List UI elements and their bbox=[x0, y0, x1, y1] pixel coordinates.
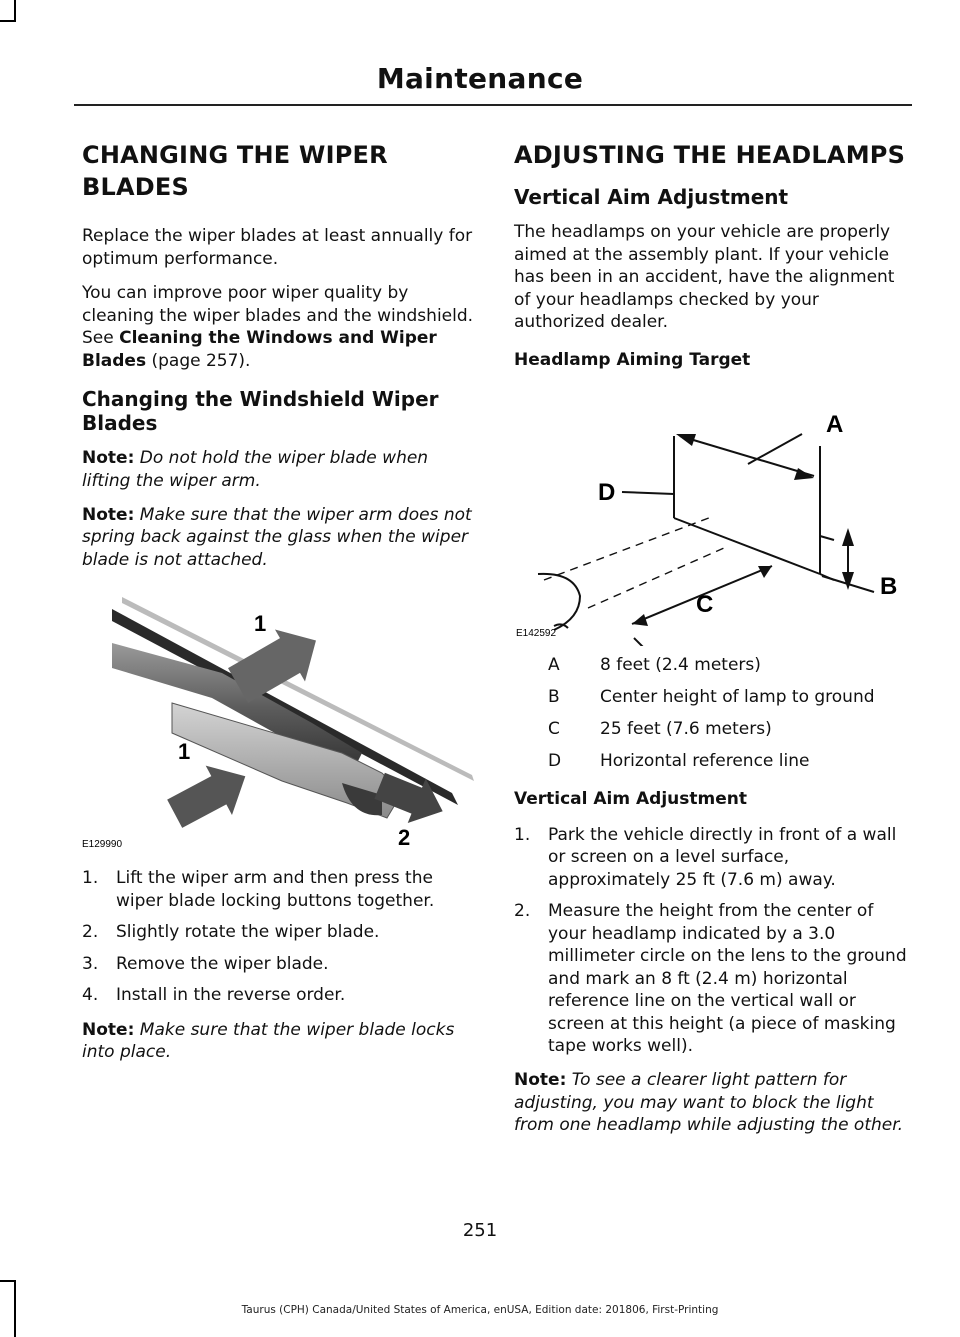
subheading-windshield-wiper: Changing the Windshield Wiper Blades bbox=[82, 386, 439, 435]
note-label: Note: bbox=[82, 448, 135, 469]
legend-value: Center height of lamp to ground bbox=[600, 686, 875, 707]
improve-text: You can improve poor wiper quality by cleaning the wiper blades and the windshield. See bbox=[82, 283, 474, 349]
section-title-headlamps: ADJUSTING THE HEADLAMPS bbox=[514, 141, 906, 169]
note-label: Note: bbox=[82, 1019, 135, 1040]
note-label: Note: bbox=[82, 505, 135, 526]
step-number: 4. bbox=[82, 985, 99, 1006]
footer-text: Taurus (CPH) Canada/United States of America, enUSA, Edition date: 201806, First-Printing bbox=[241, 1304, 719, 1316]
list-item bbox=[82, 953, 478, 975]
step-number: 1. bbox=[514, 825, 531, 846]
list-item bbox=[82, 867, 478, 912]
target-heading: Headlamp Aiming Target bbox=[514, 350, 751, 371]
step-number: 2. bbox=[82, 922, 99, 943]
list-item bbox=[82, 984, 478, 1006]
figure-legend bbox=[548, 654, 912, 772]
callout-2: 2 bbox=[398, 825, 411, 851]
section-title-wiper-blades bbox=[82, 140, 478, 203]
crop-mark bbox=[0, 20, 16, 22]
figure-code: E129990 bbox=[82, 839, 123, 851]
header-rule bbox=[74, 104, 912, 106]
left-column bbox=[82, 140, 478, 1075]
step-text: Park the vehicle directly in front of a wall or screen on a level surface, approximately 25 ft (7.6 m) away. bbox=[548, 825, 897, 890]
step-text: Install in the reverse order. bbox=[116, 985, 346, 1006]
step-number: 2. bbox=[514, 901, 531, 922]
headlamp-note bbox=[514, 1069, 912, 1136]
legend-row bbox=[548, 750, 912, 772]
note-body: Make sure that the wiper blade locks into place. bbox=[82, 1019, 455, 1062]
crop-mark bbox=[14, 0, 16, 22]
callout-1-bottom: 1 bbox=[178, 739, 191, 765]
wiper-improve-paragraph bbox=[82, 282, 478, 372]
legend-row bbox=[548, 718, 912, 740]
subheading-vertical-aim: Vertical Aim Adjustment bbox=[514, 184, 789, 209]
cross-reference-link[interactable]: Cleaning the Windows and Wiper Blades bbox=[82, 328, 437, 371]
list-item bbox=[82, 921, 478, 943]
title-line-2: BLADES bbox=[82, 172, 189, 201]
legend-value: 25 feet (7.6 meters) bbox=[600, 718, 772, 739]
wiper-blade-figure bbox=[82, 583, 478, 853]
note-3 bbox=[82, 1019, 478, 1064]
legend-row bbox=[548, 654, 912, 676]
legend-key: C bbox=[548, 718, 560, 739]
note-body: Make sure that the wiper arm does not spring back against the glass when the wiper blade is not attached. bbox=[82, 505, 472, 570]
legend-value: 8 feet (2.4 meters) bbox=[600, 654, 761, 675]
step-number: 1. bbox=[82, 868, 99, 889]
title-line-1: CHANGING THE WIPER bbox=[82, 141, 388, 169]
label-c: C bbox=[696, 590, 714, 618]
wiper-steps bbox=[82, 867, 478, 1006]
list-item bbox=[514, 824, 912, 891]
label-a: A bbox=[826, 410, 844, 438]
label-d: D bbox=[598, 478, 616, 506]
note-body: To see a clearer light pattern for adjusting, you may want to block the light from one headlamp while adjusting the other. bbox=[514, 1070, 904, 1136]
step-text: Measure the height from the center of your headlamp indicated by a 3.0 millimeter circle on the lens to the ground and mark an 8 ft (2.4 m) horizontal reference line on the vertical wall or screen at this height (a piece of masking tape works well). bbox=[548, 901, 907, 1056]
wiper-intro: Replace the wiper blades at least annually for optimum performance. bbox=[82, 226, 473, 269]
headlamp-steps bbox=[514, 824, 912, 1057]
page-reference: (page 257). bbox=[146, 350, 251, 371]
step-number: 3. bbox=[82, 953, 99, 974]
right-column bbox=[514, 140, 912, 1149]
headlamp-aiming-figure bbox=[514, 386, 912, 646]
callout-1-top: 1 bbox=[254, 611, 267, 637]
note-label: Note: bbox=[514, 1070, 567, 1091]
legend-value: Horizontal reference line bbox=[600, 750, 810, 771]
procedure-heading: Vertical Aim Adjustment bbox=[514, 788, 747, 809]
list-item bbox=[514, 900, 912, 1057]
legend-key: A bbox=[548, 654, 560, 675]
page-header-title: Maintenance bbox=[376, 62, 584, 95]
step-text: Slightly rotate the wiper blade. bbox=[116, 922, 380, 943]
legend-key: D bbox=[548, 750, 562, 771]
crop-mark bbox=[0, 1280, 16, 1282]
note-1 bbox=[82, 447, 478, 492]
note-body: Do not hold the wiper blade when lifting the wiper arm. bbox=[82, 448, 429, 491]
step-text: Remove the wiper blade. bbox=[116, 953, 329, 974]
legend-row bbox=[548, 686, 912, 708]
step-text: Lift the wiper arm and then press the wiper blade locking buttons together. bbox=[116, 868, 435, 911]
page-number: 251 bbox=[462, 1220, 498, 1241]
note-2 bbox=[82, 504, 478, 571]
headlamp-intro: The headlamps on your vehicle are properly aimed at the assembly plant. If your vehicle has been in an accident, have the alignment of your headlamps checked by your authorized dealer. bbox=[514, 222, 895, 333]
legend-key: B bbox=[548, 686, 560, 707]
figure-code: E142592 bbox=[516, 627, 557, 639]
label-b: B bbox=[880, 572, 898, 600]
